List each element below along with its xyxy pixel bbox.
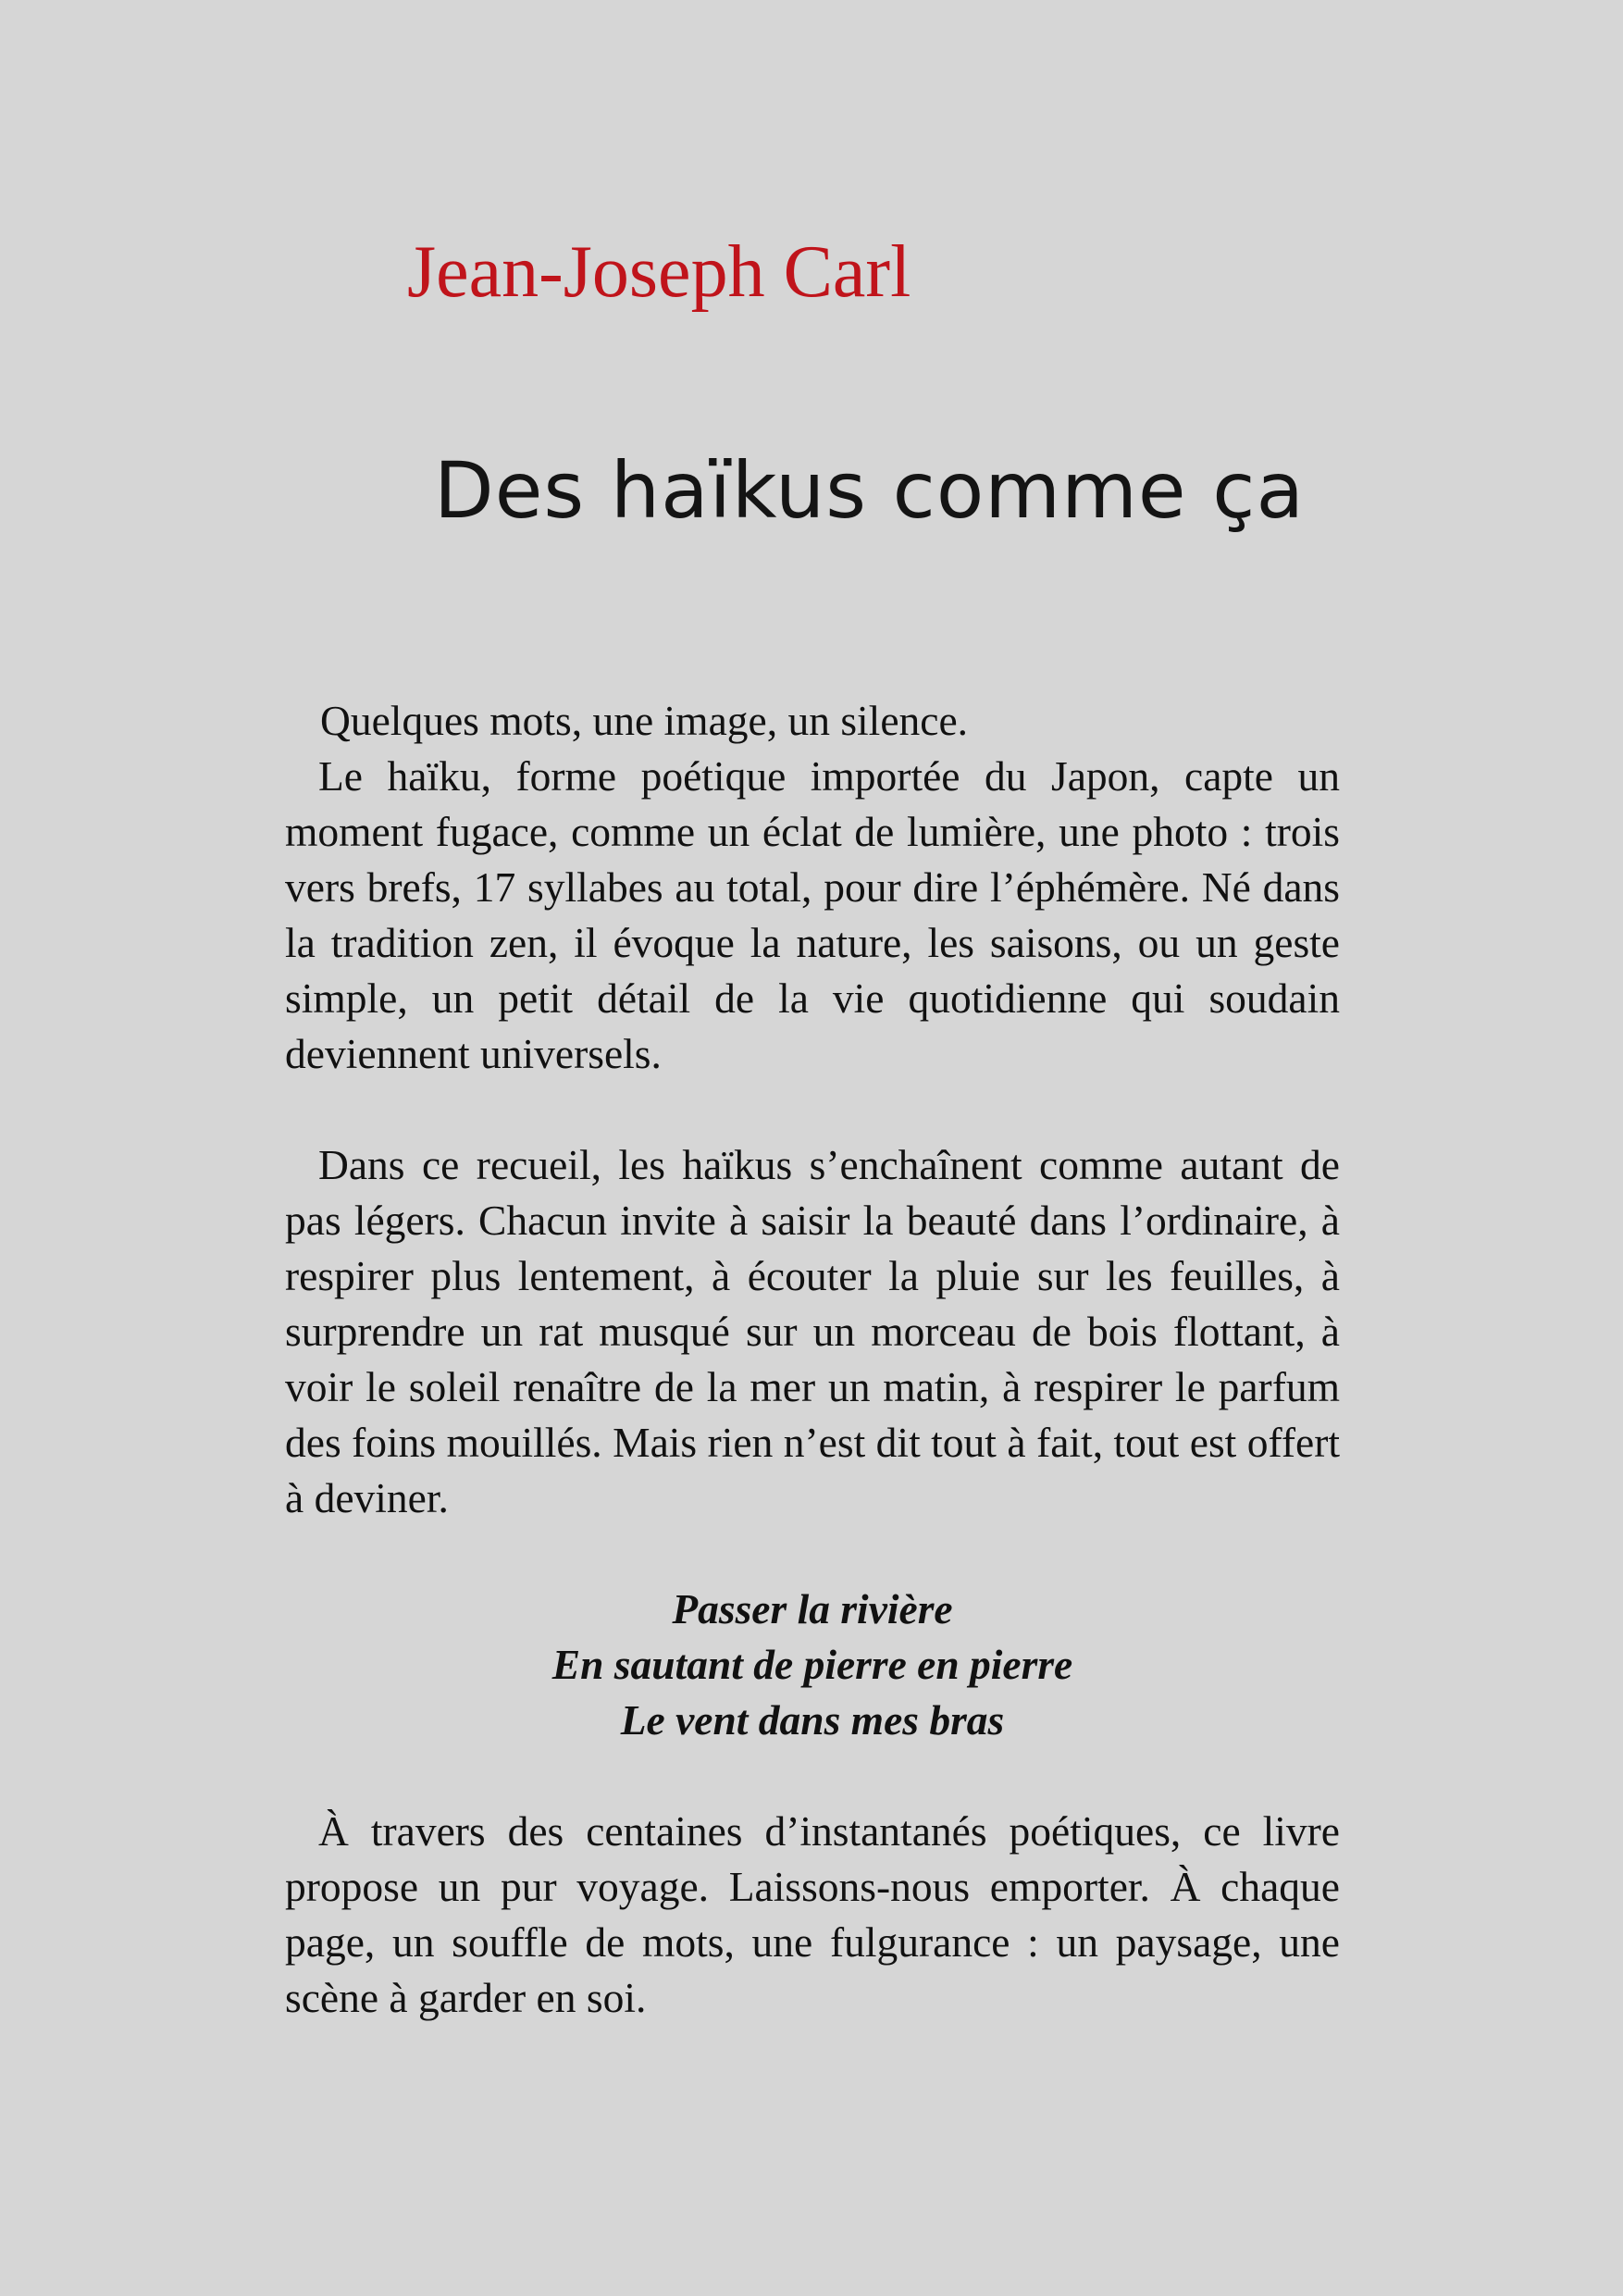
- haiku-line: Passer la rivière: [672, 1585, 953, 1632]
- haiku-line: En sautant de pierre en pierre: [551, 1641, 1073, 1688]
- paragraph-haiku-definition: Le haïku, forme poétique importée du Japon, capte un moment fugace, comme un éclat de lumière, une photo : trois vers brefs, 17 syllabes au total, pour dire l’éphémère. Né dans la tradition zen, il évoque la nature, les saisons, ou un geste simple, un petit détail de la vie quotidienne qui soudain deviennent universels.: [285, 752, 1340, 1077]
- haiku-line: Le vent dans mes bras: [620, 1696, 1005, 1744]
- preface-text: [285, 693, 1340, 2026]
- book-title: Des haïkus comme ça: [434, 445, 1305, 536]
- paragraph-spacer: [285, 1748, 1340, 1804]
- paragraph-journey: À travers des centaines d’instantanés poétiques, ce livre propose un pur voyage. Laissons-nous emporter. À chaque page, un souffle de mots, une fulgurance : un paysage, une scène à garder en soi.: [285, 1807, 1340, 2021]
- author-name: Jean-Joseph Carl: [407, 231, 911, 313]
- paragraph-spacer: [285, 1526, 1340, 1582]
- paragraph-spacer: [285, 1082, 1340, 1137]
- paragraph-collection: Dans ce recueil, les haïkus s’enchaînent comme autant de pas légers. Chacun invite à saisir la beauté dans l’ordinaire, à respirer plus lentement, à écouter la pluie sur les feuilles, à surprendre un rat musqué sur un morceau de bois flottant, à voir le soleil renaître de la mer un matin, à respirer le parfum des foins mouillés. Mais rien n’est dit tout à fait, tout est offert à deviner.: [285, 1141, 1340, 1521]
- intro-line: Quelques mots, une image, un silence.: [320, 697, 969, 744]
- haiku-example: [285, 1582, 1340, 1748]
